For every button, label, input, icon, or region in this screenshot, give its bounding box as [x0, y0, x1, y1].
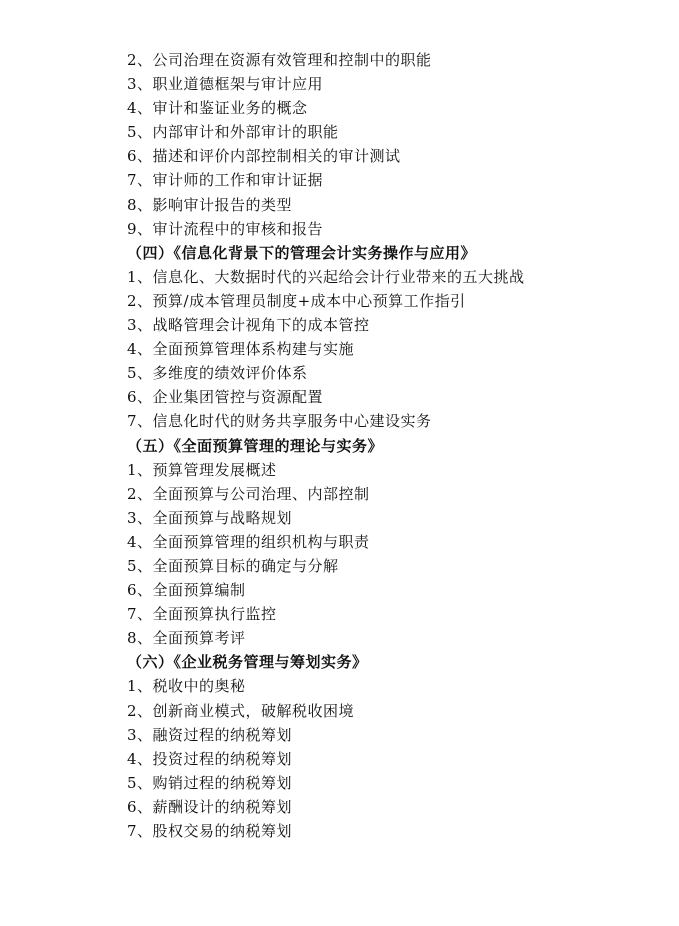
list-item: 4、全面预算管理体系构建与实施	[127, 340, 355, 359]
list-item: 7、审计师的工作和审计证据	[127, 171, 324, 190]
list-item: 7、全面预算执行监控	[127, 605, 277, 624]
list-item: 2、全面预算与公司治理、内部控制	[127, 484, 370, 503]
list-item: 7、股权交易的纳税筹划	[127, 822, 293, 840]
list-item: 4、审计和鉴证业务的概念	[127, 99, 308, 118]
list-item: 6、描述和评价内部控制相关的审计测试	[127, 147, 401, 166]
list-item: 3、融资过程的纳税筹划	[127, 725, 293, 744]
list-item: 2、预算/成本管理员制度+成本中心预算工作指引	[127, 291, 466, 310]
list-item: 6、全面预算编制	[127, 581, 246, 600]
list-item: 5、内部审计和外部审计的职能	[127, 123, 339, 142]
list-item: 6、薪酬设计的纳税筹划	[127, 797, 293, 816]
list-item: 8、影响审计报告的类型	[127, 195, 293, 214]
list-item: 3、全面预算与战略规划	[127, 508, 293, 527]
section-heading: （六）《企业税务管理与筹划实务》	[127, 653, 368, 672]
list-item: 9、审计流程中的审核和报告	[127, 219, 324, 238]
list-item: 4、全面预算管理的组织机构与职责	[127, 532, 370, 551]
list-item: 2、创新商业模式，破解税收困境	[127, 701, 355, 720]
list-item: 5、多维度的绩效评价体系	[127, 364, 308, 383]
list-item: 8、全面预算考评	[127, 629, 246, 648]
list-item: 3、战略管理会计视角下的成本管控	[127, 316, 370, 335]
list-item: 2、公司治理在资源有效管理和控制中的职能	[127, 51, 432, 69]
list-item: 6、企业集团管控与资源配置	[127, 388, 324, 407]
list-item: 1、预算管理发展概述	[127, 460, 277, 479]
list-item: 1、信息化、大数据时代的兴起给会计行业带来的五大挑战	[127, 267, 525, 286]
list-item: 1、税收中的奥秘	[127, 677, 246, 696]
list-item: 5、购销过程的纳税筹划	[127, 773, 293, 792]
list-item: 3、职业道德框架与审计应用	[127, 75, 324, 94]
section-heading: （五）《全面预算管理的理论与实务》	[127, 436, 384, 455]
list-item: 7、信息化时代的财务共享服务中心建设实务	[127, 412, 432, 431]
document-body	[127, 48, 647, 843]
list-item: 4、投资过程的纳税筹划	[127, 749, 293, 768]
list-item: 5、全面预算目标的确定与分解	[127, 556, 339, 575]
section-heading: （四）《信息化背景下的管理会计实务操作与应用》	[127, 243, 477, 262]
